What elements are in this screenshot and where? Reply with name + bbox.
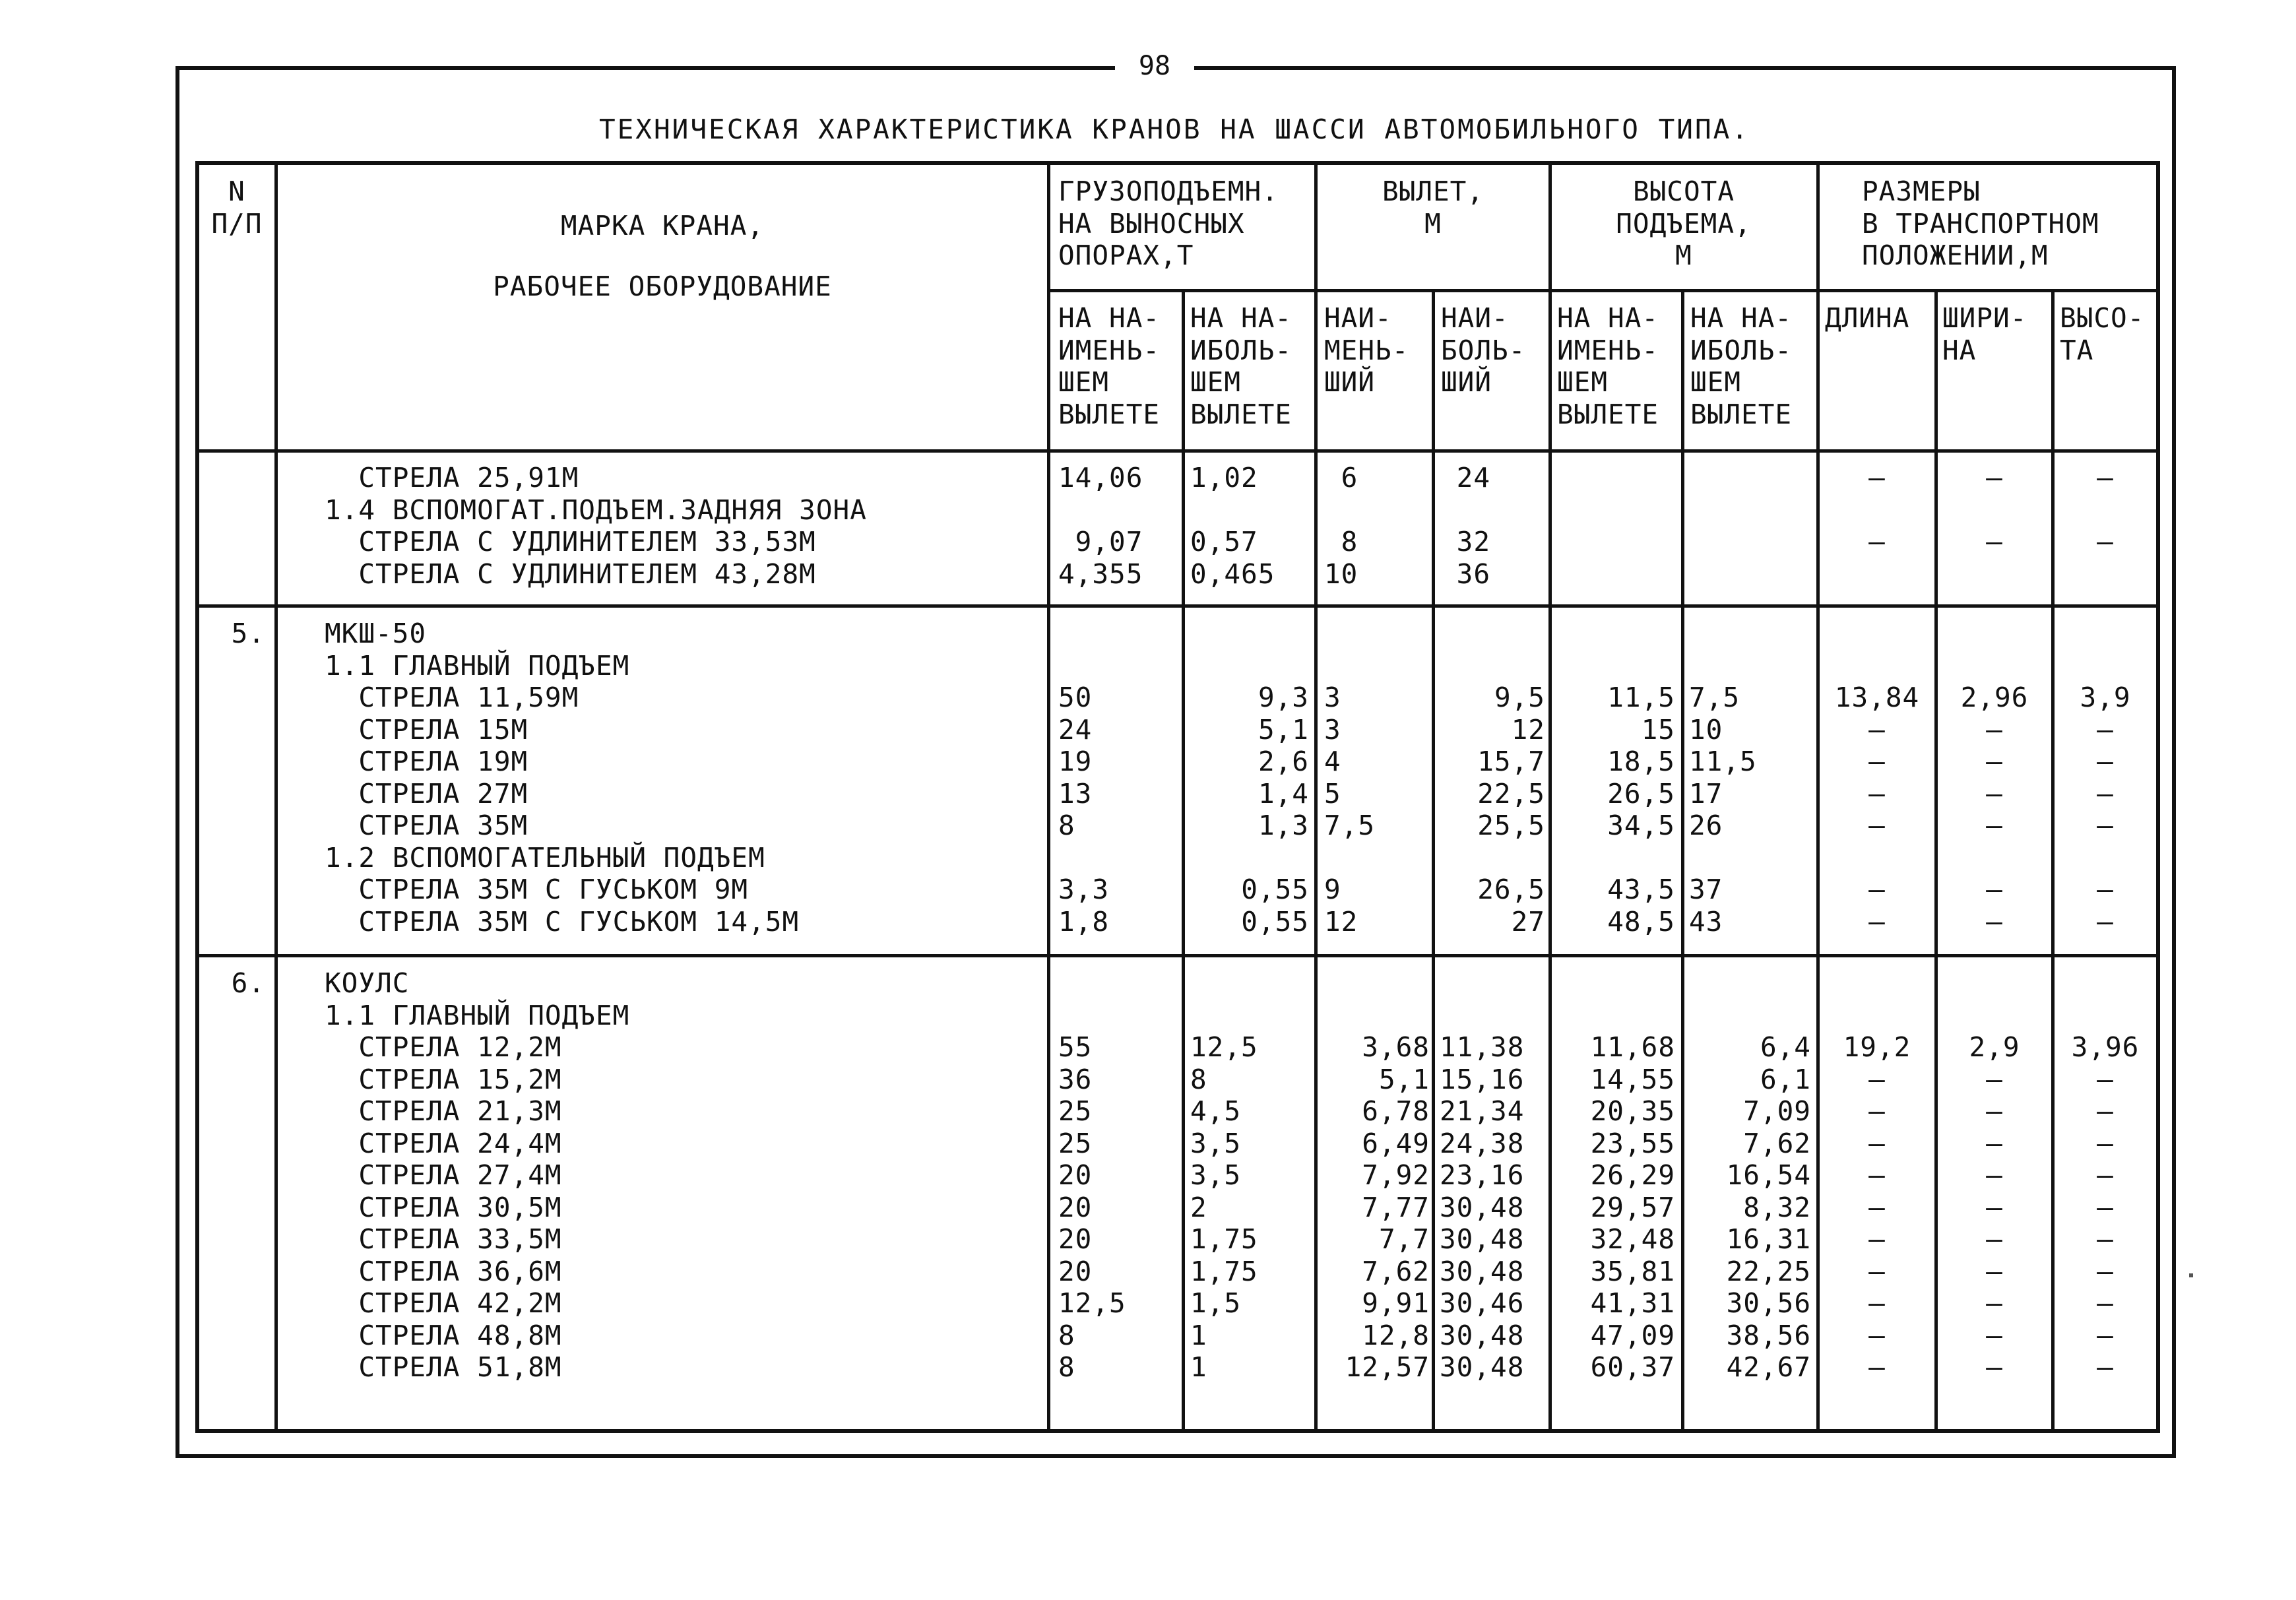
- table-row: [199, 810, 2156, 842]
- table-row: [199, 1095, 2156, 1128]
- cell-hmin: 47,09: [1590, 1319, 1675, 1351]
- cell-cmax: 1,75: [1190, 1255, 1258, 1287]
- cell-rmin: 6: [1324, 462, 1358, 494]
- cell-rmax: 23,16: [1440, 1159, 1525, 1191]
- cell-name: СТРЕЛА 35М С ГУСЬКОМ 9М: [325, 874, 749, 905]
- cell-len: –: [1868, 905, 1886, 938]
- cell-cmin: 8: [1058, 810, 1075, 841]
- cell-hmin: 34,5: [1607, 810, 1675, 841]
- page-number: 98: [1115, 46, 1194, 86]
- cell-wid: 2,96: [1960, 682, 2029, 713]
- cell-ht: 3,96: [2071, 1031, 2140, 1063]
- header-height: ВЫСО- ТА: [2060, 302, 2145, 366]
- cell-name: СТРЕЛА 27М: [325, 777, 528, 810]
- table-row: [199, 714, 2156, 746]
- header-equipment: РАБОЧЕЕ ОБОРУДОВАНИЕ: [493, 271, 832, 302]
- cell-len: –: [1868, 1319, 1886, 1351]
- cell-hmin: 23,55: [1590, 1127, 1675, 1159]
- cell-cmax: 5,1: [1258, 713, 1309, 746]
- cell-name: СТРЕЛА С УДЛИНИТЕЛЕМ 33,53М: [325, 526, 816, 558]
- cell-hmin: 11,68: [1590, 1031, 1675, 1063]
- cell-ht: –: [2097, 1191, 2114, 1223]
- cell-rmin: 7,5: [1324, 810, 1376, 841]
- cell-wid: –: [1986, 810, 2003, 841]
- cell-cmax: 1,02: [1190, 462, 1258, 494]
- cell-len: –: [1868, 1159, 1886, 1191]
- cell-ht: –: [2097, 1319, 2114, 1351]
- cell-wid: –: [1986, 1351, 2003, 1383]
- scan-speck: [2189, 1273, 2193, 1277]
- cell-cmin: 9,07: [1058, 526, 1143, 558]
- page-title: ТЕХНИЧЕСКАЯ ХАРАКТЕРИСТИКА КРАНОВ НА ШАССИ АВТОМОБИЛЬНОГО ТИПА.: [598, 113, 1750, 145]
- cell-len: –: [1868, 1127, 1886, 1159]
- header-reach: ВЫЛЕТ, М: [1382, 176, 1484, 240]
- cell-len: –: [1868, 462, 1886, 494]
- cell-hmax: 42,67: [1726, 1351, 1811, 1383]
- cell-hmin: 20,35: [1590, 1095, 1675, 1127]
- cell-rmax: 36: [1440, 558, 1491, 590]
- cell-hmax: 11,5: [1689, 746, 1757, 777]
- cell-ht: –: [2097, 1095, 2114, 1127]
- cell-rmin: 7,7: [1378, 1223, 1430, 1255]
- cell-wid: –: [1986, 713, 2003, 746]
- cell-cmin: 25: [1058, 1095, 1093, 1127]
- cell-cmax: 3,5: [1190, 1127, 1242, 1159]
- cell-rmin: 9: [1324, 874, 1341, 905]
- cell-rmax: 32: [1440, 526, 1491, 558]
- cell-ht: –: [2097, 905, 2114, 938]
- cell-ht: –: [2097, 1127, 2114, 1159]
- cell-rmax: 11,38: [1440, 1031, 1525, 1063]
- cell-cmax: 2,6: [1258, 746, 1309, 777]
- cell-rmin: 5,1: [1378, 1063, 1430, 1095]
- cell-hmin: 60,37: [1590, 1351, 1675, 1383]
- cell-wid: –: [1986, 1287, 2003, 1319]
- cell-name: СТРЕЛА 12,2М: [325, 1031, 562, 1063]
- table-row: [199, 1351, 2156, 1384]
- table-row: [199, 494, 2156, 527]
- header-mark: МАРКА КРАНА,: [560, 210, 765, 241]
- cell-hmin: 35,81: [1590, 1255, 1675, 1287]
- table-row: [199, 618, 2156, 650]
- cell-rmin: 12,57: [1345, 1351, 1430, 1383]
- header-height-max: НА НА- ИБОЛЬ- ШЕМ ВЫЛЕТЕ: [1690, 302, 1793, 430]
- cell-hmin: 11,5: [1607, 682, 1675, 713]
- header-length: ДЛИНА: [1825, 302, 1910, 334]
- cell-rmin: 3,68: [1362, 1031, 1430, 1063]
- cell-cmin: 8: [1058, 1319, 1075, 1351]
- cell-name: 1.1 ГЛАВНЫЙ ПОДЪЕМ: [325, 649, 630, 682]
- cell-rmin: 6,49: [1362, 1127, 1430, 1159]
- cell-ht: –: [2097, 874, 2114, 905]
- cell-name: СТРЕЛА 36,6М: [325, 1255, 562, 1287]
- table-row: [199, 874, 2156, 906]
- header-cap-max: НА НА- ИБОЛЬ- ШЕМ ВЫЛЕТЕ: [1190, 302, 1292, 430]
- cell-ht: –: [2097, 1287, 2114, 1319]
- cell-ht: –: [2097, 1351, 2114, 1383]
- table-row: [199, 967, 2156, 1000]
- cell-rmax: 22,5: [1477, 777, 1545, 810]
- cell-name: СТРЕЛА 48,8М: [325, 1319, 562, 1351]
- cell-hmax: 38,56: [1726, 1319, 1811, 1351]
- cell-name: МКШ-50: [325, 618, 427, 649]
- cell-cmin: 20: [1058, 1159, 1093, 1191]
- cell-name: СТРЕЛА 51,8М: [325, 1351, 562, 1383]
- cell-name: СТРЕЛА 42,2М: [325, 1287, 562, 1319]
- table-row: [199, 1031, 2156, 1064]
- cell-len: –: [1868, 777, 1886, 810]
- table-row: [199, 650, 2156, 682]
- cell-hmin: 14,55: [1590, 1063, 1675, 1095]
- header-height-min: НА НА- ИМЕНЬ- ШЕМ ВЫЛЕТЕ: [1557, 302, 1659, 430]
- cell-cmin: 4,355: [1058, 558, 1143, 590]
- cell-wid: –: [1986, 746, 2003, 777]
- cell-name: СТРЕЛА 35М С ГУСЬКОМ 14,5М: [325, 905, 800, 938]
- cell-cmin: 25: [1058, 1127, 1093, 1159]
- cell-cmin: 55: [1058, 1031, 1093, 1063]
- cell-wid: –: [1986, 874, 2003, 905]
- cell-rmax: 30,48: [1440, 1255, 1525, 1287]
- cell-rmax: 30,48: [1440, 1223, 1525, 1255]
- table-row: [199, 1320, 2156, 1352]
- cell-name: СТРЕЛА 11,59М: [325, 682, 579, 713]
- cell-cmin: 36: [1058, 1063, 1093, 1095]
- cell-name: СТРЕЛА 35М: [325, 810, 528, 841]
- table-row: [199, 778, 2156, 810]
- cell-hmin: 15: [1641, 713, 1675, 746]
- cell-len: –: [1868, 746, 1886, 777]
- cell-wid: –: [1986, 1127, 2003, 1159]
- cell-hmin: 32,48: [1590, 1223, 1675, 1255]
- cell-hmax: 37: [1689, 874, 1723, 905]
- cell-num: 5.: [231, 618, 265, 649]
- cell-rmax: 21,34: [1440, 1095, 1525, 1127]
- cell-hmin: 18,5: [1607, 746, 1675, 777]
- cell-hmax: 7,5: [1689, 682, 1740, 713]
- cell-name: СТРЕЛА С УДЛИНИТЕЛЕМ 43,28М: [325, 558, 816, 590]
- cell-name: СТРЕЛА 25,91М: [325, 462, 579, 494]
- cell-wid: –: [1986, 1223, 2003, 1255]
- cell-wid: –: [1986, 1095, 2003, 1127]
- cell-hmax: 7,09: [1743, 1095, 1811, 1127]
- cell-wid: –: [1986, 1255, 2003, 1287]
- cell-rmax: 27: [1511, 905, 1545, 938]
- cell-hmax: 43: [1689, 905, 1723, 938]
- header-capacity: ГРУЗОПОДЪЕМН. НА ВЫНОСНЫХ ОПОРАХ,Т: [1058, 176, 1279, 271]
- cell-cmin: 12,5: [1058, 1287, 1126, 1319]
- cell-name: СТРЕЛА 27,4М: [325, 1159, 562, 1191]
- cell-wid: –: [1986, 905, 2003, 938]
- cell-ht: –: [2097, 746, 2114, 777]
- cell-hmax: 10: [1689, 713, 1723, 746]
- cell-name: СТРЕЛА 33,5М: [325, 1223, 562, 1255]
- cell-wid: –: [1986, 1063, 2003, 1095]
- cell-rmin: 12: [1324, 905, 1358, 938]
- cell-wid: –: [1986, 1319, 2003, 1351]
- cell-rmax: 24: [1440, 462, 1491, 494]
- cell-rmin: 12,8: [1362, 1319, 1430, 1351]
- cell-cmin: 24: [1058, 713, 1093, 746]
- cell-cmax: 1: [1190, 1351, 1207, 1383]
- cell-cmax: 1,5: [1190, 1287, 1242, 1319]
- cell-len: –: [1868, 810, 1886, 841]
- cell-wid: 2,9: [1969, 1031, 2020, 1063]
- cell-ht: –: [2097, 1063, 2114, 1095]
- table-row: [199, 906, 2156, 938]
- cell-wid: –: [1986, 526, 2003, 558]
- cell-rmin: 7,62: [1362, 1255, 1430, 1287]
- table-row: [199, 842, 2156, 874]
- cell-rmax: 30,46: [1440, 1287, 1525, 1319]
- cell-name: 1.1 ГЛАВНЫЙ ПОДЪЕМ: [325, 999, 630, 1031]
- cell-rmin: 8: [1324, 526, 1358, 558]
- cell-ht: –: [2097, 777, 2114, 810]
- cell-hmin: 29,57: [1590, 1191, 1675, 1223]
- cell-ht: 3,9: [2080, 682, 2131, 713]
- cell-rmax: 24,38: [1440, 1127, 1525, 1159]
- cell-rmax: 15,16: [1440, 1063, 1525, 1095]
- cell-ht: –: [2097, 526, 2114, 558]
- cell-ht: –: [2097, 1159, 2114, 1191]
- cell-cmax: 0,55: [1241, 874, 1309, 905]
- cell-name: СТРЕЛА 30,5М: [325, 1191, 562, 1223]
- cell-hmin: 41,31: [1590, 1287, 1675, 1319]
- cell-cmax: 9,3: [1258, 682, 1309, 713]
- cell-len: –: [1868, 1191, 1886, 1223]
- cell-rmin: 3: [1324, 682, 1341, 713]
- header-cap-min: НА НА- ИМЕНЬ- ШЕМ ВЫЛЕТЕ: [1058, 302, 1161, 430]
- cell-rmin: 5: [1324, 777, 1341, 810]
- header-reach-max: НАИ- БОЛЬ- ШИЙ: [1441, 302, 1526, 398]
- cell-hmax: 8,32: [1743, 1191, 1811, 1223]
- cell-cmax: 12,5: [1190, 1031, 1258, 1063]
- cell-rmin: 3: [1324, 713, 1341, 746]
- table-row: [199, 526, 2156, 558]
- cell-ht: –: [2097, 462, 2114, 494]
- cell-len: –: [1868, 1063, 1886, 1095]
- cell-name: СТРЕЛА 19М: [325, 746, 528, 777]
- cell-rmax: 30,48: [1440, 1319, 1525, 1351]
- header-lift-height: ВЫСОТА ПОДЪЕМА, М: [1616, 176, 1752, 271]
- cell-ht: –: [2097, 1255, 2114, 1287]
- cell-cmax: 1,75: [1190, 1223, 1258, 1255]
- table-row: [199, 1192, 2156, 1224]
- header-transport-dims: РАЗМЕРЫ В ТРАНСПОРТНОМ ПОЛОЖЕНИИ,М: [1862, 176, 2099, 271]
- cell-rmin: 7,77: [1362, 1191, 1430, 1223]
- cell-hmin: 48,5: [1607, 905, 1675, 938]
- cell-cmax: 2: [1190, 1191, 1207, 1223]
- table-row: [199, 746, 2156, 778]
- cell-wid: –: [1986, 1159, 2003, 1191]
- cell-cmax: 4,5: [1190, 1095, 1242, 1127]
- cell-len: 19,2: [1843, 1031, 1911, 1063]
- cell-name: 1.4 ВСПОМОГАТ.ПОДЪЕМ.ЗАДНЯЯ ЗОНА: [325, 494, 867, 526]
- cell-cmin: 3,3: [1058, 874, 1110, 905]
- cell-cmin: 20: [1058, 1255, 1093, 1287]
- cell-rmax: 25,5: [1477, 810, 1545, 841]
- cell-cmin: 20: [1058, 1223, 1093, 1255]
- cell-len: –: [1868, 1223, 1886, 1255]
- cell-cmax: 3,5: [1190, 1159, 1242, 1191]
- cell-ht: –: [2097, 810, 2114, 841]
- table-row: [199, 1159, 2156, 1192]
- cell-hmin: 26,29: [1590, 1159, 1675, 1191]
- cell-cmax: 1,4: [1258, 777, 1309, 810]
- cell-name: СТРЕЛА 24,4М: [325, 1127, 562, 1159]
- cell-rmax: 15,7: [1477, 746, 1545, 777]
- cell-hmin: 43,5: [1607, 874, 1675, 905]
- cell-cmax: 1,3: [1258, 810, 1309, 841]
- cell-len: –: [1868, 1095, 1886, 1127]
- table-row: [199, 1128, 2156, 1160]
- cell-cmin: 8: [1058, 1351, 1075, 1383]
- cell-rmax: 9,5: [1494, 682, 1545, 713]
- cell-hmax: 26: [1689, 810, 1723, 841]
- cell-len: –: [1868, 874, 1886, 905]
- header-width: ШИРИ- НА: [1942, 302, 2027, 366]
- cell-len: –: [1868, 526, 1886, 558]
- table-row: [199, 1000, 2156, 1032]
- cell-cmin: 19: [1058, 746, 1093, 777]
- table-row: [199, 1064, 2156, 1096]
- header-reach-min: НАИ- МЕНЬ- ШИЙ: [1324, 302, 1409, 398]
- cell-cmax: 1: [1190, 1319, 1207, 1351]
- cell-cmax: 0,465: [1190, 558, 1275, 590]
- cell-len: –: [1868, 1287, 1886, 1319]
- cell-num: 6.: [231, 967, 265, 999]
- cell-wid: –: [1986, 1191, 2003, 1223]
- cell-name: СТРЕЛА 21,3М: [325, 1095, 562, 1127]
- cell-name: СТРЕЛА 15,2М: [325, 1063, 562, 1095]
- cell-hmax: 7,62: [1743, 1127, 1811, 1159]
- cell-rmax: 30,48: [1440, 1191, 1525, 1223]
- cell-len: –: [1868, 713, 1886, 746]
- cell-cmin: 14,06: [1058, 462, 1143, 494]
- cell-name: КОУЛС: [325, 967, 410, 999]
- cell-cmin: 20: [1058, 1191, 1093, 1223]
- cell-cmax: 0,55: [1241, 905, 1309, 938]
- cell-rmax: 30,48: [1440, 1351, 1525, 1383]
- cell-ht: –: [2097, 713, 2114, 746]
- cell-len: –: [1868, 1255, 1886, 1287]
- cell-rmin: 6,78: [1362, 1095, 1430, 1127]
- cell-cmin: 1,8: [1058, 905, 1110, 938]
- cell-cmin: 13: [1058, 777, 1093, 810]
- cell-hmax: 6,4: [1760, 1031, 1811, 1063]
- table-row: [199, 558, 2156, 591]
- table-row: [199, 1223, 2156, 1256]
- cell-wid: –: [1986, 462, 2003, 494]
- cell-hmin: 26,5: [1607, 777, 1675, 810]
- cell-cmax: 8: [1190, 1063, 1207, 1095]
- cell-len: –: [1868, 1351, 1886, 1383]
- cell-hmax: 22,25: [1726, 1255, 1811, 1287]
- cell-ht: –: [2097, 1223, 2114, 1255]
- cell-len: 13,84: [1834, 682, 1920, 713]
- cell-cmin: 50: [1058, 682, 1093, 713]
- cell-name: СТРЕЛА 15М: [325, 713, 528, 746]
- cell-rmin: 10: [1324, 558, 1358, 590]
- table-row: [199, 1287, 2156, 1320]
- cell-rmax: 12: [1511, 713, 1545, 746]
- cell-hmax: 17: [1689, 777, 1723, 810]
- cell-hmax: 30,56: [1726, 1287, 1811, 1319]
- table-row: [199, 462, 2156, 494]
- cell-rmax: 26,5: [1477, 874, 1545, 905]
- table-row: [199, 1256, 2156, 1288]
- table-row: [199, 682, 2156, 714]
- cell-hmax: 16,31: [1726, 1223, 1811, 1255]
- cell-hmax: 6,1: [1760, 1063, 1811, 1095]
- cell-hmax: 16,54: [1726, 1159, 1811, 1191]
- cell-name: 1.2 ВСПОМОГАТЕЛЬНЫЙ ПОДЪЕМ: [325, 841, 765, 874]
- cell-cmax: 0,57: [1190, 526, 1258, 558]
- cell-rmin: 9,91: [1362, 1287, 1430, 1319]
- cell-rmin: 7,92: [1362, 1159, 1430, 1191]
- cell-rmin: 4: [1324, 746, 1341, 777]
- crane-spec-table: [195, 161, 2160, 1433]
- header-num: N П/П: [211, 176, 263, 240]
- cell-wid: –: [1986, 777, 2003, 810]
